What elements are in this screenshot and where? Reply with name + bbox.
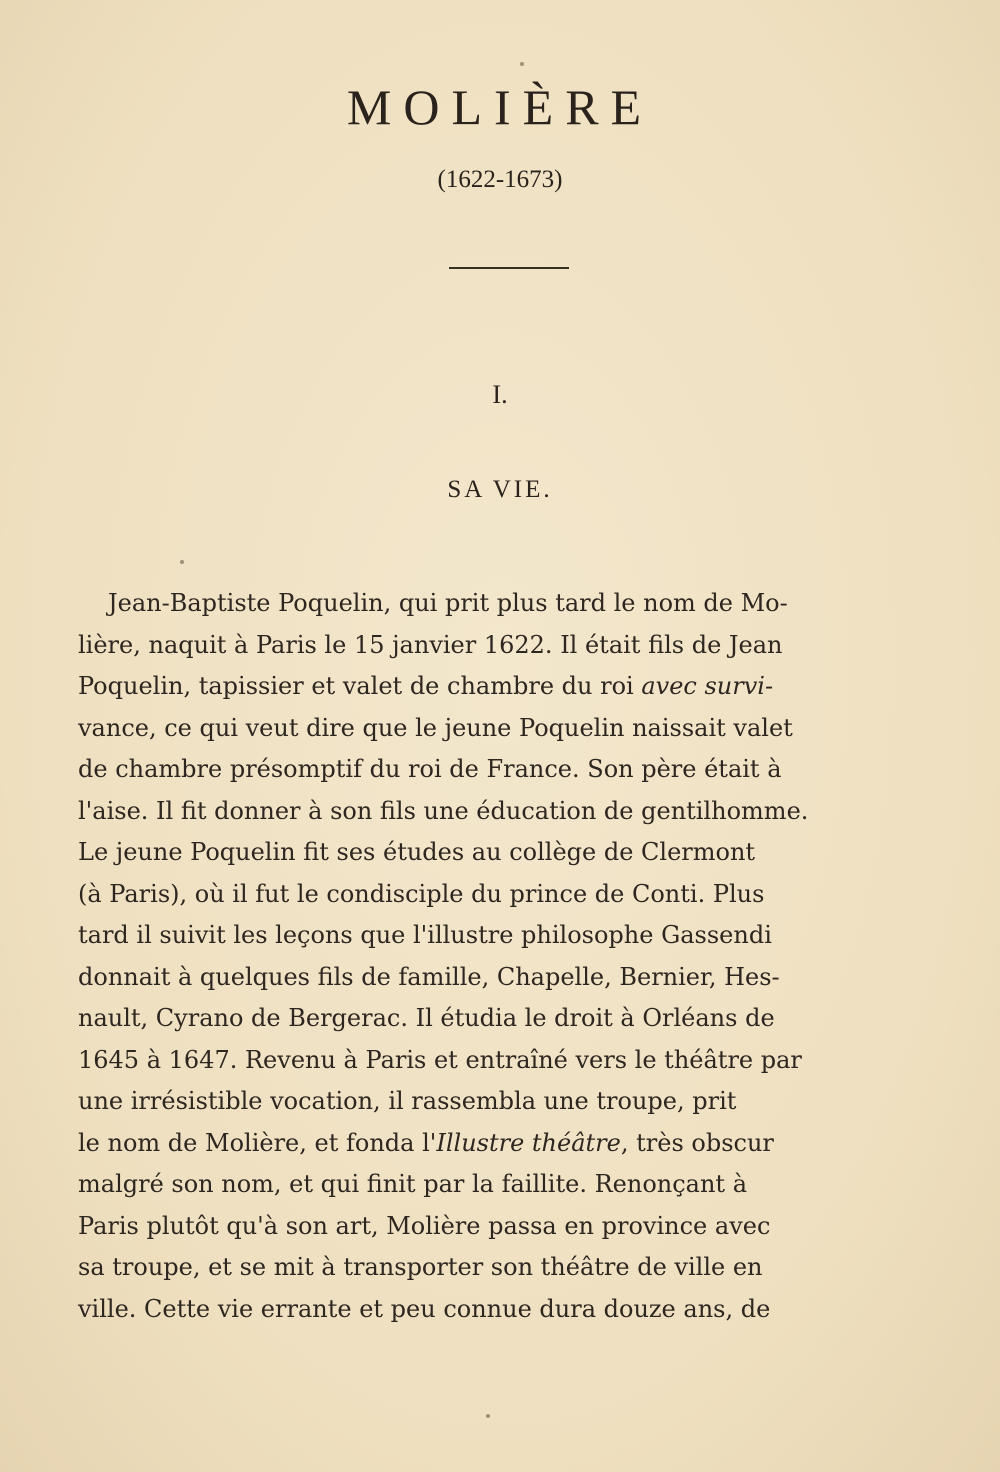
section-number: I. [492,380,508,409]
page-title: MOLIÈRE [346,79,654,135]
text-line: sa troupe, et se mit à transporter son théâtre de ville en [78,1253,763,1281]
text-line: de chambre présomptif du roi de France. Son père était à [78,755,782,783]
text-line: Jean-Baptiste Poquelin, qui prit plus tard le nom de Mo- [108,589,788,617]
text-line: malgré son nom, et qui finit par la faillite. Renonçant à [78,1170,748,1198]
text-line: lière, naquit à Paris le 15 janvier 1622. Il était fils de Jean [78,630,783,659]
text-line: une irrésistible vocation, il rassembla une troupe, prit [78,1087,737,1115]
author-dates: (1622-1673) [437,166,563,193]
text-line: vance, ce qui veut dire que le jeune Poquelin naissait valet [78,713,793,742]
text-line: donnait à quelques fils de famille, Chapelle, Bernier, Hes- [78,962,780,991]
text-line: l'aise. Il fit donner à son fils une éducation de gentilhomme. [78,796,809,825]
italic-title: Illustre théâtre [436,1128,621,1157]
text-line: le nom de Molière, et fonda l'Illustre théâtre, très obscur [78,1123,934,1165]
ink-speck [520,62,524,66]
text-line: 1645 à 1647. Revenu à Paris et entraîné vers le théâtre par [78,1045,802,1074]
ink-speck [486,1414,490,1418]
text-line: Poquelin, tapissier et valet de chambre du roi avec survi- [78,666,934,708]
italic-phrase: avec survi- [641,672,774,700]
body-paragraph [78,583,934,1330]
title-divider [449,267,569,269]
text-line: (à Paris), où il fut le condisciple du prince de Conti. Plus [78,879,765,908]
section-title: SA VIE. [447,476,553,503]
text-line: Paris plutôt qu'à son art, Molière passa en province avec [78,1211,771,1240]
text-line: nault, Cyrano de Bergerac. Il étudia le droit à Orléans de [78,1004,775,1032]
text-line: Le jeune Poquelin fit ses études au collège de Clermont [78,838,756,866]
ink-speck [180,560,184,564]
text-line: tard il suivit les leçons que l'illustre philosophe Gassendi [78,921,772,949]
text-line: ville. Cette vie errante et peu connue dura douze ans, de [78,1294,771,1323]
